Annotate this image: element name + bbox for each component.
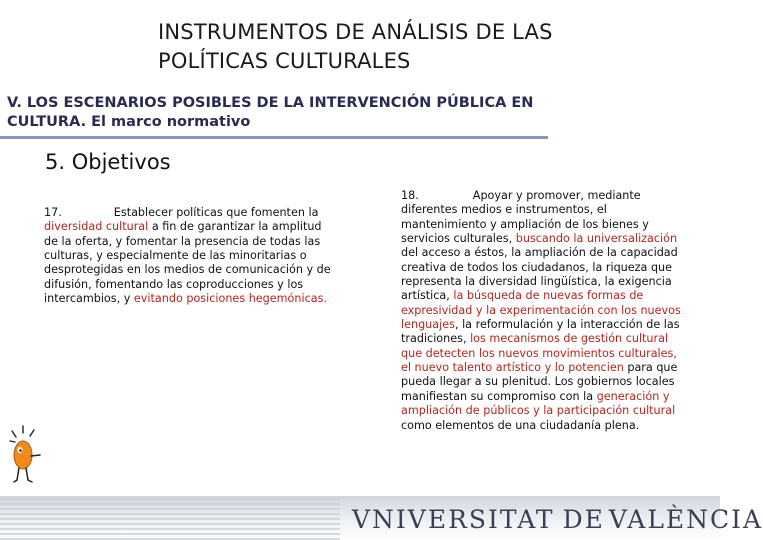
university-logo-word-2: DE — [562, 504, 605, 534]
heading-underline — [0, 136, 548, 139]
objective-18-text-5: como elementos de una ciudadanía plena. — [401, 418, 640, 432]
section-heading — [7, 94, 567, 132]
slide-title-line-1: INSTRUMENTOS DE ANÁLISIS DE LAS — [158, 20, 553, 44]
footer-stripes — [0, 498, 340, 540]
objective-18-text-4: para que pueda llegar a su plenitud. Los gobiernos locales manifiestan su compromiso con la — [401, 361, 678, 403]
orange-mascot-icon — [4, 422, 48, 492]
objective-18-highlight-1: buscando la universalización — [515, 232, 678, 246]
university-logo-word-1: VNIVERSITAT — [352, 504, 555, 534]
objective-18-text-1: Apoyar y promover, mediante diferentes medios e instrumentos, el mantenimiento y ampliación de los bienes y servicios culturales, — [401, 189, 649, 246]
section-heading-line-2: CULTURA. El marco normativo — [7, 114, 251, 130]
objective-17-number: 17. — [44, 206, 62, 219]
objective-17-text-1: Establecer políticas que fomenten la — [113, 206, 319, 219]
slide-title — [158, 18, 678, 76]
objective-17-text-3: . — [323, 292, 327, 306]
objective-17-highlight-1: diversidad cultural — [44, 220, 149, 234]
objective-18-number: 18. — [401, 189, 419, 202]
objectives-subtitle: 5. Objetivos — [45, 150, 171, 174]
section-heading-line-1: V. LOS ESCENARIOS POSIBLES DE LA INTERVENCIÓN PÚBLICA EN — [7, 95, 534, 111]
objective-18 — [401, 189, 686, 433]
university-logo — [352, 500, 763, 538]
objective-17-text-2: a fin de garantizar la amplitud de la oferta, y fomentar la presencia de todas las culturas, y especialmente de las minoritarias o desprotegidas en los medios de comunicación y de difusión, fomentando las coproducciones y los intercambios, y — [44, 220, 331, 306]
objective-17 — [44, 206, 334, 306]
objective-17-highlight-2: evitando posiciones hegemónicas — [133, 292, 324, 306]
slide-title-line-2: POLÍTICAS CULTURALES — [158, 49, 411, 73]
objective-18-highlight-4: generación y ampliación de públicos y la participación cultural — [401, 389, 676, 418]
university-logo-word-3: VALÈNCIA — [608, 504, 763, 534]
objective-18-highlight-2: la búsqueda de nuevas formas de expresividad y la experimentación con los nuevos lenguajes — [401, 289, 681, 332]
objective-18-highlight-3: los mecanismos de gestión cultural que detecten los nuevos movimientos culturales, el nuevo talento artístico y lo potencien — [401, 332, 677, 375]
objective-18-text-3: , la reformulación y la interacción de las tradiciones, — [401, 318, 680, 346]
objective-18-text-2: del acceso a éstos, la ampliación de la capacidad creativa de todos los ciudadanos, la riqueza que representa la diversidad lingüística, la exigencia artística, — [401, 246, 678, 303]
